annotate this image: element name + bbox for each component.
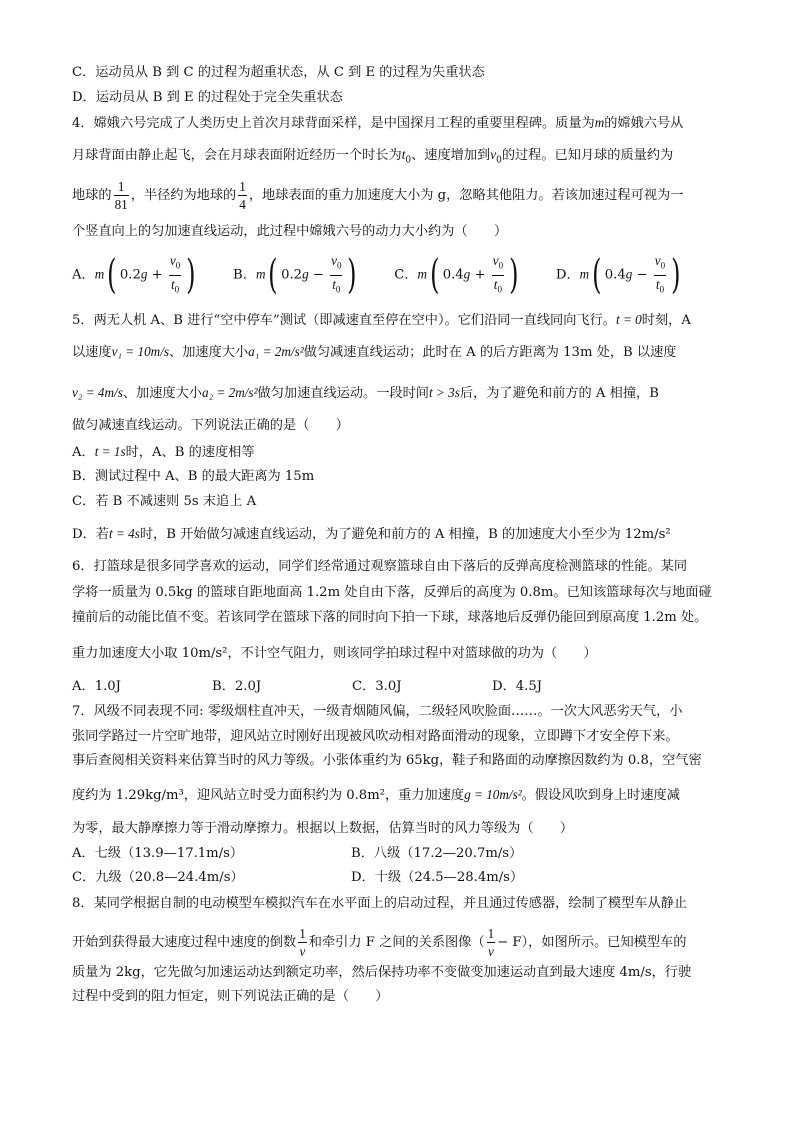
q4-options — [72, 252, 684, 298]
q8-stem-line2: 开始到获得最大速度过程中速度的倒数 $\frac{1}{v}$ 和牵引力 F 之间的关系图像（ $\frac{1}{v}$ − F），如图所示。已知模型车的 — [72, 926, 687, 959]
q7-option-c: C．九级（20.8—24.4m/s） — [72, 870, 244, 885]
q8-stem-line1: 8．某同学根据自制的电动模型车模拟汽车在水平面上的启动过程，并且通过传感器，绘制了模型车从静止 — [72, 896, 688, 911]
q4-option-c: C．m( 0.4g + $\frac{v_0}{t_0}$ ) — [394, 252, 519, 299]
q6-stem-line4: 重力加速度大小取 10m/s²，不计空气阻力，则该同学拍球过程中对篮球做的功为（ ） — [72, 646, 597, 661]
q4-text: 地球的 — [72, 188, 112, 203]
fraction-1-81: $\frac{1}{81}$ — [114, 179, 128, 212]
q4-mass-var: m — [594, 115, 605, 130]
q5-option-a: A．t = 1s时，A、B 的速度相等 — [72, 444, 255, 460]
q6-options — [72, 678, 542, 696]
q4-stem-line4: 个竖直向上的匀加速直线运动，此过程中嫦娥六号的动力大小约为（ ） — [72, 224, 508, 239]
q6-option-b: B．2.0J — [212, 679, 262, 694]
q4-option-d: D．m( 0.4g − $\frac{v_0}{t_0}$ ) — [555, 252, 681, 299]
q5-stem-line1: 5．两无人机 A、B 进行“空中停车”测试（即减速直至停在空中）。它们沿同一直线同向飞行。t = 0时刻，A — [72, 312, 691, 328]
q6-option-a: A．1.0J — [72, 679, 121, 694]
q7-stem-line3: 事后查阅相关资料来估算当时的风力等级。小张体重约为 65kg，鞋子和路面的动摩擦因数约为 0.8，空气密 — [72, 753, 702, 768]
q4-text: ，半径约为地球的 — [130, 188, 237, 203]
q4-text: 的过程。已知月球的质量约为 — [501, 148, 674, 163]
q8-stem-line3: 质量为 2kg，它先做匀加速运动达到额定功率，然后保持功率不变做变加速运动直到最大速度 4m/s，行驶 — [72, 965, 692, 980]
q6-option-d: D．4.5J — [492, 679, 543, 694]
q7-stem-line5: 为零，最大静摩擦力等于滑动摩擦力。根据以上数据，估算当时的风力等级为（ ） — [72, 821, 574, 836]
q5-stem-line4: 做匀减速直线运动。下列说法正确的是（ ） — [72, 418, 349, 433]
q4-text: 4．嫦娥六号完成了人类历史上首次月球背面采样，是中国探月工程的重要里程碑。质量为 — [72, 116, 595, 131]
q4-stem-line1 — [72, 114, 683, 133]
q4-v0-var: v — [490, 147, 497, 162]
q4-text: ，地球表面的重力加速度大小为 g，忽略其他阻力。若该加速过程可视为一 — [248, 188, 684, 203]
q5-option-b: B．测试过程中 A、B 的最大距离为 15m — [72, 469, 315, 484]
q6-option-c: C．3.0J — [352, 679, 402, 694]
q4-text: 的嫦娥六号从 — [604, 116, 684, 131]
q7-option-d: D．十级（24.5—28.4m/s） — [351, 870, 524, 885]
q4-option-a: A．m( 0.2g + $\frac{v_0}{t_0}$ ) — [72, 252, 196, 299]
q4-text: 、速度增加到 — [411, 148, 491, 163]
q3-option-d: D．运动员从 B 到 E 的过程处于完全失重状态 — [72, 90, 343, 105]
q7-option-a: A．七级（13.9—17.1m/s） — [72, 846, 244, 861]
q5-stem-line3: v₂ = 4m/s、加速度大小a₂ = 2m/s²做匀加速直线运动。一段时间t > 3s后，为了避免和前方的 A 相撞，B — [72, 385, 659, 401]
q7-stem-line2: 张同学路过一片空旷地带，迎风站立时刚好出现被风吹动相对路面滑动的现象，立即蹲下才安全停下来。 — [72, 729, 679, 744]
q8-stem-line4: 过程中受到的阻力恒定，则下列说法正确的是（ ） — [72, 989, 389, 1004]
fraction-1-4: $\frac{1}{4}$ — [239, 179, 246, 212]
q5-stem-line2: 以速度v₁ = 10m/s、加速度大小a₁ = 2m/s²做匀减速直线运动；此时在 A 的后方距离为 13m 处，B 以速度 — [72, 344, 677, 360]
q3-option-c: C．运动员从 B 到 C 的过程为超重状态，从 C 到 E 的过程为失重状态 — [72, 65, 485, 80]
q7-option-b: B．八级（17.2—20.7m/s） — [351, 846, 523, 861]
q7-stem-line4: 度约为 1.29kg/m³，迎风站立时受力面积约为 0.8m²，重力加速度g = 10m/s²。假设风吹到身上时速度减 — [72, 787, 680, 803]
q4-text: 月球背面由静止起飞，会在月球表面附近经历一个时长为 — [72, 148, 402, 163]
q6-stem-line3: 撞前后的动能比值不变。若该同学在篮球下落的同时向下拍一下球，球落地后反弹仍能回到原高度 1.2m 处。 — [72, 610, 708, 625]
q5-option-d: D．若t = 4s时，B 开始做匀减速直线运动，为了避免和前方的 A 相撞，B 的加速度大小至少为 12m/s² — [72, 526, 671, 542]
q6-stem-line2: 学将一质量为 0.5kg 的篮球自距地面高 1.2m 处自由下落，反弹后的高度为 0.8m。已知该篮球每次与地面碰 — [72, 585, 712, 600]
q4-stem-line2: 月球背面由静止起飞，会在月球表面附近经历一个时长为$t_0$、速度增加到$v_0$的过程。已知月球的质量约为 — [72, 147, 674, 166]
q7-stem-line1: 7．风级不同表现不同: 零级烟柱直冲天，一级青烟随风偏，二级轻风吹脸面……。一次大风恶劣天气，小 — [72, 704, 683, 719]
fraction-1-v: $\frac{1}{v}$ — [299, 926, 306, 959]
q5-option-c: C．若 B 不减速则 5s 末追上 A — [72, 494, 257, 509]
fraction-1-v: $\frac{1}{v}$ — [487, 926, 495, 959]
q4-stem-line3 — [72, 178, 683, 213]
q6-stem-line1: 6．打篮球是很多同学喜欢的运动，同学们经常通过观察篮球自由下落后的反弹高度检测篮球的性能。某同 — [72, 559, 688, 574]
q4-t0-var: t — [401, 147, 406, 162]
q4-option-b: B．m( 0.2g − $\frac{v_0}{t_0}$ ) — [233, 252, 357, 299]
